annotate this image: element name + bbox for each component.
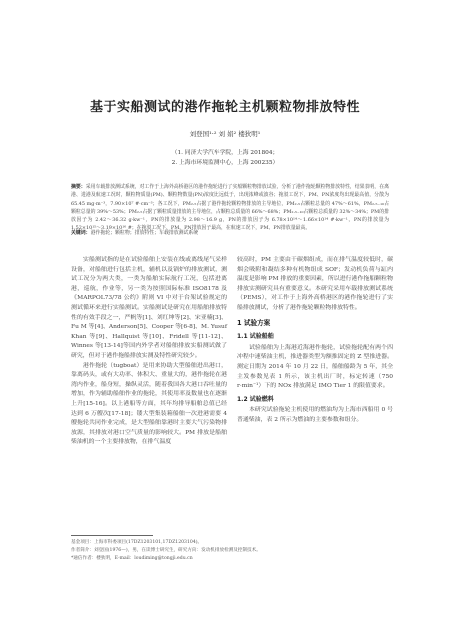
abstract-text: 采用车载排放测试系统，对工作于上海外高桥港区的港作拖轮进行了实船颗粒物排放试验，分析了港作拖轮颗粒物排放特性，结果表明，在离港、进港及航速工况时，颗粒物质量(PM)、颗粒物数量(PN)浓度比远低于，出现浓峰或波谷；拖驳工况下，PM、PN浓度均出现最高值，分散为 65.45 mg·m⁻³，7.90×10⁷ #·cm⁻³；各工况下，PM₂.₅占据了港作拖轮颗粒物排放的主导地位，PM₂.₅占颗粒总量的 47%～61%，PM₂.₅₋₁₀占颗粒总量的 39%～53%；PM₂.₅占据了颗粒质量排放的主导地位，占颗粒总质量的 66%～68%；PM₂.₅₋₁₀占颗粒总质量的 32%～34%；PM的排放因子为 2.42～36.32 g·kw⁻¹，PN的排放量为 2.98～16.9 g，PN的排放因子为 6.78×10¹⁴～1.66×10¹⁴ #·kw⁻¹，PN的排放量为 1.52×10¹⁵～3.19×10¹⁶ #；在拖驳工况下，PM、PN排放因子最高，在航速工况下，PM、PN排放量最高。 [71,184,389,232]
footnote-funding: 基金项目：上海市科委项目(17DZ1203101,17DZ1203104)。 [71,540,203,545]
author-list: 刘登国¹·² 刘 娟² 楼狄明¹ [189,130,261,138]
body-paragraph: 港作拖轮（tugboat）是用来协助大型船舶进出港口，靠离码头，或有大功率、体积大、重量大的，港作拖轮在港湾内作业，船身短，操纵灵活，随着我国各大港口吞吐量的增加，作为辅助船舶作业的拖轮，其使用率及数量也在逐渐上升[15-16]。以上港船等方面，其年均排导船舶总值已经达到 6 万艘次[17-18]；镂大型集装箱船舶一次进港需要 4 艘拖轮共同作业完成，是大型船舶靠港时主要大气污染物排放源，其排放对港口空气质量的影响较大。PM 排放是船舶柴油机的一个主要排放物，在排气温度 [71,362,227,446]
body-paragraph: 本研究试验拖轮主机使用的燃油均为上海市西船用 0 号普通柴油，表 2 所示为燃油的主要参数和组分。 [237,407,393,423]
body-column-left [71,256,227,448]
body-paragraph: 实船测试指的是在试验船舶上安装在线或离线尾气采样设备，对船舶进行包括主机，辅机以及锅炉的排放测试，测试工况分为两大类，一类为船舶实际航行工况，包括进离港，巡航，作业等，另一类为按照国际标准 ISO8178 及《MARPOL73/78 公约》附则 VI 中对于台架试验规定的测试循环来进行实船测试。实船测试是研究在用船舶排放特性的有效手段之一，严帆等[1]、刘红坤等[2]、宋亚楠[3]、Fu M 等[4]、Anderson[5]、Cooper 等[6-8]、M. Yusuf Khan 等[9]、Hallquist 等[10]、Fridell 等[11-12]、Winnes 等[13-14]等国内外学者对船舶排放实船测试做了研究，但对于港作拖船排放实测及特性研究较少。 [71,257,227,359]
body-column-right [237,256,393,426]
keywords [71,229,389,237]
body-paragraph: 较高时，PM 主要由干碳烟组成，而在排气温度较低时，碳烟会吸附和凝结多种有机物组成 SOF；发动机负荷与缸内温度是影响 PM 排放的重要因素，所以进行港作拖船颗粒物排放实测研究具有重要意义。本研究采用车载排放测试系统（PEMS），对工作于上海外高桥港区的港作拖轮进行了实船排放测试，分析了港作拖轮颗粒物排放特性。 [237,257,393,311]
section-heading-1: 1 试验方案 [237,318,271,327]
keywords-text: 港作拖轮；颗粒物；排放特性；车载排放测试系统 [90,230,199,236]
footnote-corresponding: *通信作者：楼狄明，E-mail：loudiming@tongji.edu.cn [71,556,193,561]
subsection-heading-1-2: 1.2 试验燃料 [237,395,274,403]
footnote-author-bio: 作者简介：刘登国(1976—)，男，在读博士研究生，研究方向：发动机排放检测及控制技术。 [71,548,261,553]
keywords-label: 关键词： [71,230,91,236]
abstract-label: 摘要： [71,184,86,190]
subsection-heading-1-1: 1.1 试验船舶 [237,333,274,341]
abstract [71,183,389,233]
affiliation-2: 2. 上海市环境监测中心，上海 200235） [171,160,279,166]
body-paragraph: 试验船舶为上海港近海港作拖轮，试验拖轮配有两个四冲程中速柴油主机，推进器类型为额推固定的 Z 型推进器。测定日期为 2014 年 10 月 22 日，船舶船龄为 5 年，其全主发参数见表 1 所示，该主机出厂时，标定转速（750 r·min⁻¹）下的 NOx 排放满足 IMO Tier 1 的限值要求。 [237,344,393,390]
footnote-divider [71,535,153,536]
paper-title: 基于实船测试的港作拖轮主机颗粒物排放特性 [89,100,360,115]
affiliation-1: （1. 同济大学汽车学院，上海 201804； [171,150,279,156]
